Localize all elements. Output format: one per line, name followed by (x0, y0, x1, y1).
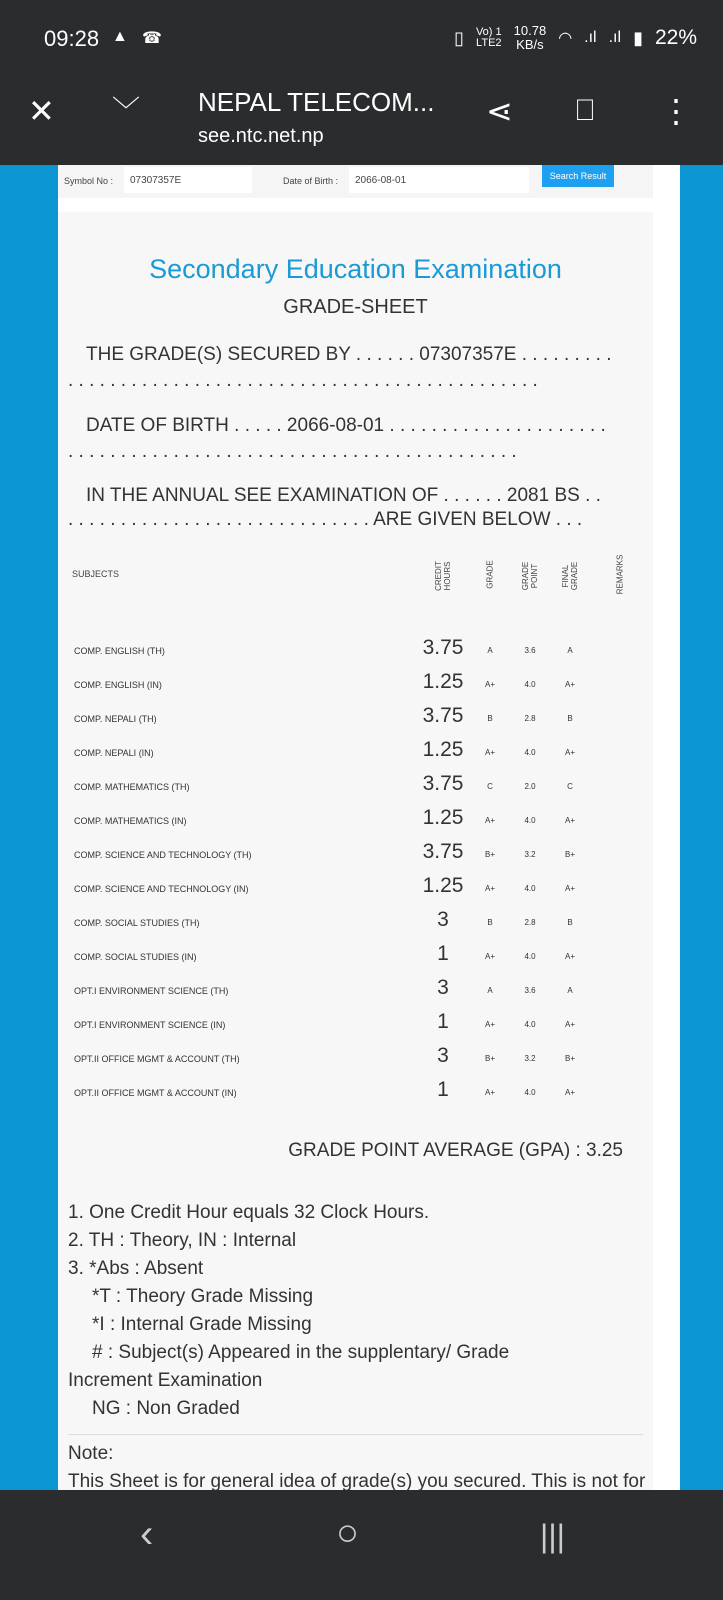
credit-cell: 3 (437, 908, 449, 931)
disclaimer (68, 1440, 648, 1490)
subject-cell: COMP. ENGLISH (TH) (74, 646, 165, 656)
grade-sheet (58, 212, 653, 1490)
subject-cell: COMP. MATHEMATICS (TH) (74, 782, 190, 792)
exam-line: IN THE ANNUAL SEE EXAMINATION OF . . . . . . 2081 BS . . (86, 485, 601, 506)
speed-value: 10.78 (513, 23, 547, 38)
table-row (58, 1078, 653, 1116)
note-item: 1. One Credit Hour equals 32 Clock Hours. (68, 1202, 430, 1223)
header-grade: GRADE (485, 560, 495, 589)
table-row (58, 806, 653, 844)
volte-label: Vo) 1 (475, 26, 502, 38)
grade-point-cell: 4.0 (524, 952, 536, 961)
more-options-icon[interactable]: ⋮ (660, 93, 692, 129)
grade-cell: A+ (484, 680, 495, 689)
final-grade-cell: A+ (564, 1020, 575, 1029)
credit-cell: 3 (437, 976, 449, 999)
credit-cell: 1.25 (422, 806, 464, 829)
call-forward-icon: ☎ (142, 30, 162, 47)
grade-cell: B+ (484, 850, 495, 859)
search-form (58, 165, 653, 198)
credit-cell: 1.25 (422, 738, 464, 761)
symbol-label: Symbol No : (64, 176, 114, 186)
dob-line: DATE OF BIRTH . . . . . 2066-08-01 . . . . . . . . . . . . . . . . . . . . . (86, 415, 606, 436)
header-remarks: REMARKS (615, 554, 625, 595)
grade-point-cell: 3.6 (524, 986, 536, 995)
grade-cell: A+ (484, 748, 495, 757)
note-item: NG : Non Graded (92, 1398, 240, 1419)
note-item: *T : Theory Grade Missing (92, 1286, 314, 1307)
header-final-grade: FINAL GRADE (561, 561, 579, 591)
subject-cell: COMP. MATHEMATICS (IN) (74, 816, 187, 826)
table-row (58, 772, 653, 810)
final-grade-cell: A+ (564, 816, 575, 825)
search-result-button[interactable]: Search Result (542, 165, 614, 187)
credit-cell: 3.75 (422, 704, 464, 727)
battery-level: 22% (654, 26, 697, 49)
grade-point-cell: 2.8 (524, 714, 536, 723)
secured-by-line: THE GRADE(S) SECURED BY . . . . . . 07307357E . . . . . . . . . (86, 344, 612, 365)
clock: 09:28 (44, 26, 100, 51)
warning-icon: ▲ (112, 28, 128, 45)
credit-cell: 3 (437, 1044, 449, 1067)
final-grade-cell: A+ (564, 952, 575, 961)
lte-label: LTE2 (476, 37, 502, 49)
grade-point-cell: 4.0 (524, 680, 536, 689)
signal-icon-2: .ıl (608, 29, 622, 46)
final-grade-cell: C (567, 782, 573, 791)
grade-point-cell: 4.0 (524, 748, 536, 757)
grade-cell: A+ (484, 1020, 495, 1029)
chevron-down-icon[interactable]: ﹀ (112, 95, 141, 126)
credit-cell: 3.75 (422, 772, 464, 795)
table-row (58, 840, 653, 878)
gpa: GRADE POINT AVERAGE (GPA) : 3.25 (288, 1140, 623, 1161)
result-page (58, 165, 680, 1490)
note-item: *I : Internal Grade Missing (92, 1314, 312, 1335)
grade-cell: A+ (484, 884, 495, 893)
final-grade-cell: B (567, 714, 573, 723)
sheet-title: Secondary Education Examination (149, 254, 562, 284)
subject-cell: OPT.II OFFICE MGMT & ACCOUNT (TH) (74, 1054, 240, 1064)
grade-point-cell: 2.8 (524, 918, 536, 927)
note-title: Note: (68, 1443, 114, 1464)
credit-cell: 3.75 (422, 840, 464, 863)
grade-cell: A (487, 646, 493, 655)
credit-cell: 1.25 (422, 874, 464, 897)
subject-cell: COMP. NEPALI (IN) (74, 748, 154, 758)
final-grade-cell: A (567, 986, 573, 995)
subject-cell: OPT.I ENVIRONMENT SCIENCE (IN) (74, 1020, 226, 1030)
signal-icon: .ıl (584, 29, 597, 46)
page-title: NEPAL TELECOM... (198, 87, 435, 117)
dob-label: Date of Birth : (283, 176, 339, 186)
note-item: Increment Examination (68, 1370, 263, 1391)
subject-cell: COMP. SCIENCE AND TECHNOLOGY (TH) (74, 850, 252, 860)
credit-cell: 1 (437, 1078, 449, 1101)
note-item: 2. TH : Theory, IN : Internal (68, 1230, 297, 1251)
share-icon[interactable]: ⋖ (486, 93, 513, 129)
note-item: # : Subject(s) Appeared in the supplentary/ Grade (92, 1342, 510, 1363)
grade-cell: A+ (484, 816, 495, 825)
note-item: 3. *Abs : Absent (68, 1258, 204, 1279)
subject-cell: COMP. NEPALI (TH) (74, 714, 157, 724)
final-grade-cell: B+ (564, 850, 575, 859)
final-grade-cell: A+ (564, 1088, 575, 1097)
table-row (58, 738, 653, 776)
grade-point-cell: 4.0 (524, 884, 536, 893)
grade-cell: C (487, 782, 493, 791)
credit-cell: 1 (437, 1010, 449, 1033)
final-grade-cell: A+ (564, 748, 575, 757)
subject-cell: COMP. SCIENCE AND TECHNOLOGY (IN) (74, 884, 249, 894)
symbol-input[interactable]: 07307357E (124, 167, 252, 193)
subject-cell: COMP. SOCIAL STUDIES (IN) (74, 952, 197, 962)
credit-cell: 1 (437, 942, 449, 965)
page-url[interactable]: see.ntc.net.np (198, 125, 324, 147)
home-icon[interactable]: ○ (336, 1512, 359, 1554)
status-bar (0, 0, 723, 65)
speed-unit: KB/s (516, 37, 544, 52)
browser-toolbar (0, 65, 723, 165)
final-grade-cell: A (567, 646, 573, 655)
sheet-subtitle: GRADE-SHEET (283, 296, 428, 318)
credit-cell: 1.25 (422, 670, 464, 693)
subject-cell: COMP. ENGLISH (IN) (74, 680, 162, 690)
table-row (58, 636, 653, 674)
grade-point-cell: 2.0 (524, 782, 536, 791)
bookmark-icon[interactable]: ⎕ (576, 94, 594, 127)
exam-line-2: . . . . . . . . . . . . . . . . . . . . . . . . . . . . . ARE GIVEN BELOW . . . (68, 509, 583, 530)
grade-point-cell: 4.0 (524, 1088, 536, 1097)
table-row (58, 908, 653, 946)
grade-cell: B (487, 714, 493, 723)
battery-icon: ▮ (633, 27, 643, 48)
header-credit: CREDIT HOURS (434, 561, 452, 591)
final-grade-cell: B (567, 918, 573, 927)
grade-point-cell: 3.6 (524, 646, 536, 655)
recents-icon[interactable]: ||| (540, 1518, 565, 1554)
header-subjects: SUBJECTS (72, 569, 120, 579)
table-row (58, 1044, 653, 1082)
final-grade-cell: B+ (564, 1054, 575, 1063)
back-icon[interactable]: ‹ (140, 1512, 154, 1556)
table-row (58, 976, 653, 1014)
credit-cell: 3.75 (422, 636, 464, 659)
table-row (58, 1010, 653, 1048)
grade-cell: A+ (484, 1088, 495, 1097)
grade-cell: A (487, 986, 493, 995)
dob-input[interactable]: 2066-08-01 (349, 167, 529, 193)
grade-cell: A+ (484, 952, 495, 961)
subject-cell: OPT.II OFFICE MGMT & ACCOUNT (IN) (74, 1088, 237, 1098)
subject-cell: COMP. SOCIAL STUDIES (TH) (74, 918, 200, 928)
note-text: This Sheet is for general idea of grade(s) you secured. This is not for (68, 1471, 646, 1490)
final-grade-cell: A+ (564, 680, 575, 689)
final-grade-cell: A+ (564, 884, 575, 893)
grade-cell: B (487, 918, 493, 927)
table-row (58, 874, 653, 912)
table-row (58, 942, 653, 980)
table-row (58, 670, 653, 708)
grade-point-cell: 4.0 (524, 1020, 536, 1029)
header-grade-point: GRADE POINT (521, 561, 539, 591)
wifi-icon: ◠ (558, 30, 573, 47)
grade-point-cell: 4.0 (524, 816, 536, 825)
legend-notes (68, 1199, 509, 1423)
grade-point-cell: 3.2 (524, 850, 536, 859)
dob-dots: . . . . . . . . . . . . . . . . . . . . . . . . . . . . . . . . . . . . . . . . . . . (68, 441, 517, 462)
subject-cell: OPT.I ENVIRONMENT SCIENCE (TH) (74, 986, 229, 996)
vibrate-icon: ▯ (454, 27, 464, 48)
close-icon[interactable]: ✕ (28, 93, 55, 129)
grade-point-cell: 3.2 (524, 1054, 536, 1063)
table-row (58, 704, 653, 742)
grade-cell: B+ (484, 1054, 495, 1063)
secured-by-dots: . . . . . . . . . . . . . . . . . . . . . . . . . . . . . . . . . . . . . . . . . . . . . (68, 370, 538, 391)
navigation-bar (0, 1490, 723, 1600)
divider (68, 1434, 643, 1435)
